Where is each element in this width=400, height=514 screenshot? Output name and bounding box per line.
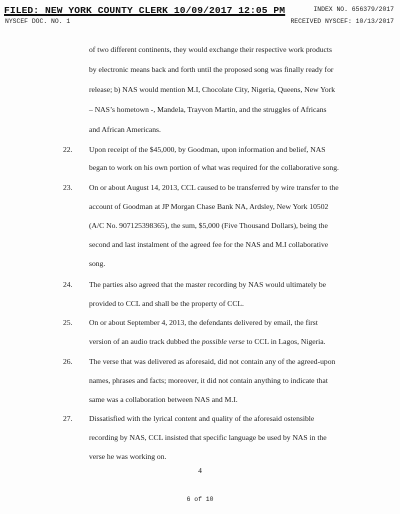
paragraph-number: 25. bbox=[63, 318, 73, 327]
page-count: 6 of 10 bbox=[186, 496, 214, 503]
italic-term: possible verse bbox=[201, 337, 245, 346]
body-line: verse he was working on. bbox=[89, 452, 167, 461]
filed-header: FILED: NEW YORK COUNTY CLERK 10/09/2017 12:05 PM bbox=[4, 5, 286, 16]
body-line: account of Goodman at JP Morgan Chase Bank NA, Ardsley, New York 10502 bbox=[89, 202, 329, 211]
body-line: and African Americans. bbox=[89, 125, 161, 134]
text-run: version of an audio track dubbed the bbox=[89, 337, 202, 346]
index-number: INDEX NO. 656379/2017 bbox=[313, 6, 394, 13]
body-line: The parties also agreed that the master recording by NAS would ultimately be bbox=[89, 280, 327, 289]
body-line: provided to CCL and shall be the property of CCL. bbox=[89, 299, 244, 308]
nyscef-doc-number: NYSCEF DOC. NO. 1 bbox=[5, 18, 71, 25]
body-line: song. bbox=[89, 259, 106, 268]
received-date: RECEIVED NYSCEF: 10/13/2017 bbox=[290, 18, 394, 25]
body-line: – NAS’s hometown -, Mandela, Trayvon Martin, and the struggles of Africans bbox=[89, 105, 327, 114]
body-line-mixed bbox=[89, 337, 326, 346]
body-line: The verse that was delivered as aforesaid, did not contain any of the agreed-upon bbox=[89, 357, 336, 366]
body-line: release; b) NAS would mention M.I, Chocolate City, Nigeria, Queens, New York bbox=[89, 85, 336, 94]
body-line: Upon receipt of the $45,000, by Goodman, upon information and belief, NAS bbox=[89, 145, 326, 154]
body-line: names, phrases and facts; moreover, it did not contain anything to indicate that bbox=[89, 376, 328, 385]
text-run: to CCL in Lagos, Nigeria. bbox=[244, 337, 326, 346]
page-number: 4 bbox=[198, 466, 202, 475]
paragraph-number: 26. bbox=[63, 357, 73, 366]
body-line: of two different continents, they would exchange their respective work products bbox=[89, 45, 332, 54]
body-line: recording by NAS, CCL insisted that specific language be used by NAS in the bbox=[89, 433, 327, 442]
body-line: Dissatisfied with the lyrical content and quality of the aforesaid ostensible bbox=[89, 414, 315, 423]
body-line: (A/C No. 907125398365), the sum, $5,000 (Five Thousand Dollars), being the bbox=[89, 221, 328, 230]
body-line: second and last instalment of the agreed fee for the NAS and M.I collaborative bbox=[89, 240, 329, 249]
body-line: same was a collaboration between NAS and M.I. bbox=[89, 395, 238, 404]
body-line: by electronic means back and forth until the proposed song was finally ready for bbox=[89, 65, 334, 74]
paragraph-number: 23. bbox=[63, 183, 73, 192]
body-line: On or about September 4, 2013, the defendants delivered by email, the first bbox=[89, 318, 318, 327]
paragraph-number: 22. bbox=[63, 145, 73, 154]
paragraph-number: 27. bbox=[63, 414, 73, 423]
body-line: On or about August 14, 2013, CCL caused to be transferred by wire transfer to the bbox=[89, 183, 339, 192]
paragraph-number: 24. bbox=[63, 280, 73, 289]
body-line: began to work on his own portion of what was required for the collaborative song. bbox=[89, 163, 339, 172]
